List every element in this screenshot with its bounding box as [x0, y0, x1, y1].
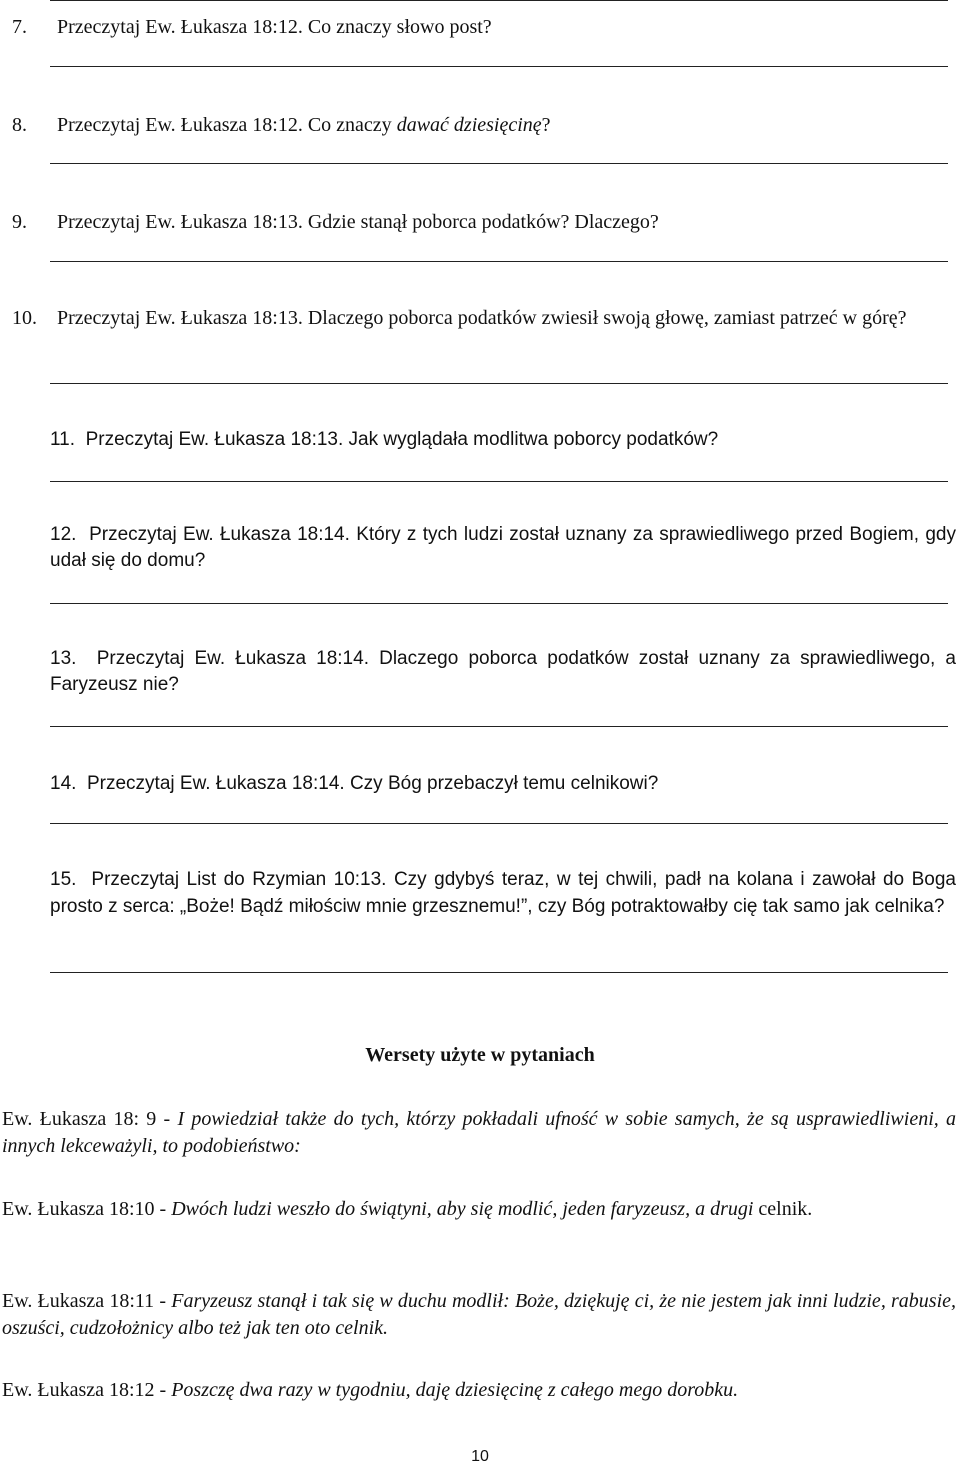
answer-line: [50, 0, 948, 1]
question-number: 7.: [12, 16, 27, 38]
question-number: 12.: [50, 524, 77, 545]
question-number: 8.: [12, 114, 27, 136]
answer-line: [50, 383, 948, 384]
question-7: [12, 14, 952, 40]
question-12: [50, 522, 956, 574]
question-number: 13.: [50, 648, 77, 669]
question-text: Przeczytaj Ew. Łukasza 18:14. Czy Bóg przebaczył temu celnikowi?: [86, 773, 659, 794]
verse-text: Poszczę dwa razy w tygodniu, daję dziesięcinę z całego mego dorobku.: [171, 1379, 739, 1401]
question-text: Przeczytaj List do Rzymian 10:13. Czy gdybyś teraz, w tej chwili, padł na kolana i zawołał do Boga prosto z serca: „Boże! Bądź miłościw mnie grzesznemu!”, czy Bóg potraktowałby cię tak samo jak celnika?: [50, 869, 956, 917]
question-text: Przeczytaj Ew. Łukasza 18:13. Dlaczego poborca podatków zwiesił swoją głowę, zamiast patrzeć w górę?: [57, 307, 907, 329]
verse-reference: Ew. Łukasza 18:10 -: [2, 1198, 172, 1220]
verse-reference: Ew. Łukasza 18: 9 -: [2, 1108, 178, 1130]
answer-line: [50, 726, 948, 727]
question-text: Przeczytaj Ew. Łukasza 18:12. Co znaczy słowo post?: [57, 16, 492, 38]
verse-item: [2, 1377, 956, 1404]
question-11: [50, 427, 956, 453]
verse-item: [2, 1196, 956, 1223]
question-text-end: ?: [541, 114, 551, 136]
question-number: 11.: [50, 429, 76, 450]
question-15: [50, 866, 956, 920]
question-text: Przeczytaj Ew. Łukasza 18:12. Co znaczy: [57, 114, 397, 136]
question-text: Przeczytaj Ew. Łukasza 18:14. Który z tych ludzi został uznany za sprawiedliwego przed Bogiem, gdy udał się do domu?: [50, 524, 956, 571]
question-number: 15.: [50, 869, 77, 890]
question-8: [12, 112, 952, 138]
answer-line: [50, 66, 948, 67]
answer-line: [50, 603, 948, 604]
verse-text-tail: celnik.: [758, 1198, 813, 1220]
answer-line: [50, 163, 948, 164]
verse-reference: Ew. Łukasza 18:12 -: [2, 1379, 172, 1401]
question-text: Przeczytaj Ew. Łukasza 18:13. Jak wyglądała modlitwa poborcy podatków?: [85, 429, 719, 450]
answer-line: [50, 261, 948, 262]
question-number: 9.: [12, 211, 27, 233]
verse-reference: Ew. Łukasza 18:11 -: [2, 1290, 172, 1312]
verse-text: Dwóch ludzi weszło do świątyni, aby się modlić, jeden faryzeusz, a drugi: [171, 1198, 759, 1220]
question-number: 10.: [12, 307, 37, 329]
page-number: 10: [471, 1448, 489, 1465]
answer-line: [50, 481, 948, 482]
verse-item: [2, 1106, 956, 1160]
question-10: [12, 305, 956, 331]
question-14: [50, 771, 956, 797]
question-9: [12, 209, 952, 235]
question-text-italic: dawać dziesięcinę: [396, 114, 542, 136]
verse-text: I powiedział także do tych, którzy pokładali ufność w sobie samych, że są usprawiedliwieni, a innych lekceważyli, to podobieństwo:: [2, 1108, 956, 1157]
answer-line: [50, 823, 948, 824]
verse-text: Faryzeusz stanął i tak się w duchu modlił: Boże, dziękuję ci, że nie jestem jak inni ludzie, rabusie, oszuści, cudzołożnicy albo też jak ten oto celnik.: [2, 1290, 957, 1339]
section-heading: Wersety użyte w pytaniach: [365, 1044, 595, 1066]
verse-item: [2, 1288, 956, 1342]
question-13: [50, 646, 956, 698]
question-text: Przeczytaj Ew. Łukasza 18:14. Dlaczego poborca podatków został uznany za sprawiedliwego, a Faryzeusz nie?: [50, 648, 956, 695]
question-number: 14.: [50, 773, 77, 794]
answer-line: [50, 972, 948, 973]
question-text: Przeczytaj Ew. Łukasza 18:13. Gdzie stanął poborca podatków? Dlaczego?: [57, 211, 659, 233]
